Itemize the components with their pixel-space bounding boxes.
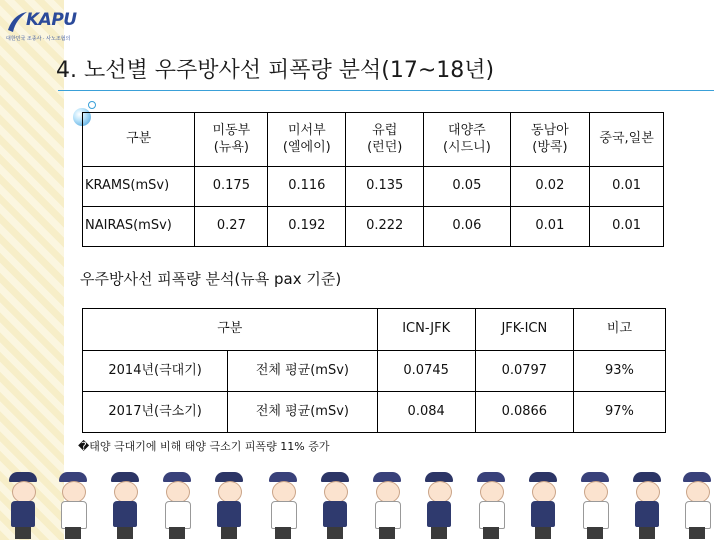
table-row [83, 351, 666, 392]
table-cell: 0.02 [510, 167, 590, 207]
logo [6, 8, 76, 48]
table-cell: 0.084 [377, 392, 475, 433]
footnote: �태양 극대기에 비해 태양 극소기 피폭량 11% 증가 [78, 440, 330, 453]
table-cell: 0.01 [510, 207, 590, 247]
row-year: 2014년(극대기) [83, 351, 228, 392]
table-row [83, 167, 664, 207]
header-oceania: 대양주 (시드니) [424, 113, 510, 167]
attendant-figure [574, 462, 616, 540]
pilot-figure [314, 462, 356, 540]
header-us-west: 미서부 (엘에이) [268, 113, 346, 167]
side-stripe [0, 0, 64, 540]
pilot-figure [104, 462, 146, 540]
table-cell: 0.06 [424, 207, 510, 247]
pilot-figure [208, 462, 250, 540]
table-cell: 0.05 [424, 167, 510, 207]
row-metric: 전체 평균(mSv) [228, 392, 377, 433]
table-cell: 0.01 [590, 167, 664, 207]
attendant-figure [470, 462, 512, 540]
table-cell: 0.192 [268, 207, 346, 247]
page-title: 4. 노선별 우주방사선 피폭량 분석(17~18년) [56, 58, 495, 83]
table-cell: 0.27 [195, 207, 268, 247]
row-metric: 전체 평균(mSv) [228, 351, 377, 392]
table-cell: 0.0797 [475, 351, 573, 392]
section-subtitle: 우주방사선 피폭량 분석(뉴욕 pax 기준) [80, 270, 342, 288]
header-category: 구분 [83, 113, 195, 167]
row-label: NAIRAS(mSv) [83, 207, 195, 247]
pilot-figure [2, 462, 44, 540]
attendant-figure [52, 462, 94, 540]
header-remark: 비고 [573, 309, 665, 351]
table-cell: 0.175 [195, 167, 268, 207]
logo-text: KAPU [26, 10, 77, 30]
attendant-figure [676, 462, 718, 540]
header-icn-jfk: ICN-JFK [377, 309, 475, 351]
divider-dot [88, 101, 96, 109]
header-jfk-icn: JFK-ICN [475, 309, 573, 351]
header-china-japan: 중국,일본 [590, 113, 664, 167]
table-cell: 0.116 [268, 167, 346, 207]
header-category: 구분 [83, 309, 378, 351]
row-label: KRAMS(mSv) [83, 167, 195, 207]
table-cell: 0.222 [346, 207, 424, 247]
attendant-figure [262, 462, 304, 540]
table-cell: 0.135 [346, 167, 424, 207]
table-cell: 97% [573, 392, 665, 433]
table-cell: 0.0866 [475, 392, 573, 433]
header-us-east: 미동부 (뉴욕) [195, 113, 268, 167]
pilot-figure [418, 462, 460, 540]
header-southeast-asia: 동남아 (방콕) [510, 113, 590, 167]
attendant-figure [366, 462, 408, 540]
table-cell: 0.01 [590, 207, 664, 247]
header-europe: 유럽 (런던) [346, 113, 424, 167]
table-row [83, 392, 666, 433]
logo-subtext: 대한민국 조종사 · 사노조협의 [6, 36, 71, 42]
logo-swoosh-icon [6, 10, 28, 34]
ny-pax-exposure-table [82, 308, 666, 433]
attendant-figure [156, 462, 198, 540]
pilot-figure [626, 462, 668, 540]
table-header-row [83, 309, 666, 351]
table-header-row [83, 113, 664, 167]
pilot-figure [522, 462, 564, 540]
title-divider [58, 90, 714, 91]
crew-illustration [0, 462, 720, 540]
table-cell: 93% [573, 351, 665, 392]
table-row [83, 207, 664, 247]
row-year: 2017년(극소기) [83, 392, 228, 433]
table-cell: 0.0745 [377, 351, 475, 392]
route-exposure-table [82, 112, 664, 247]
